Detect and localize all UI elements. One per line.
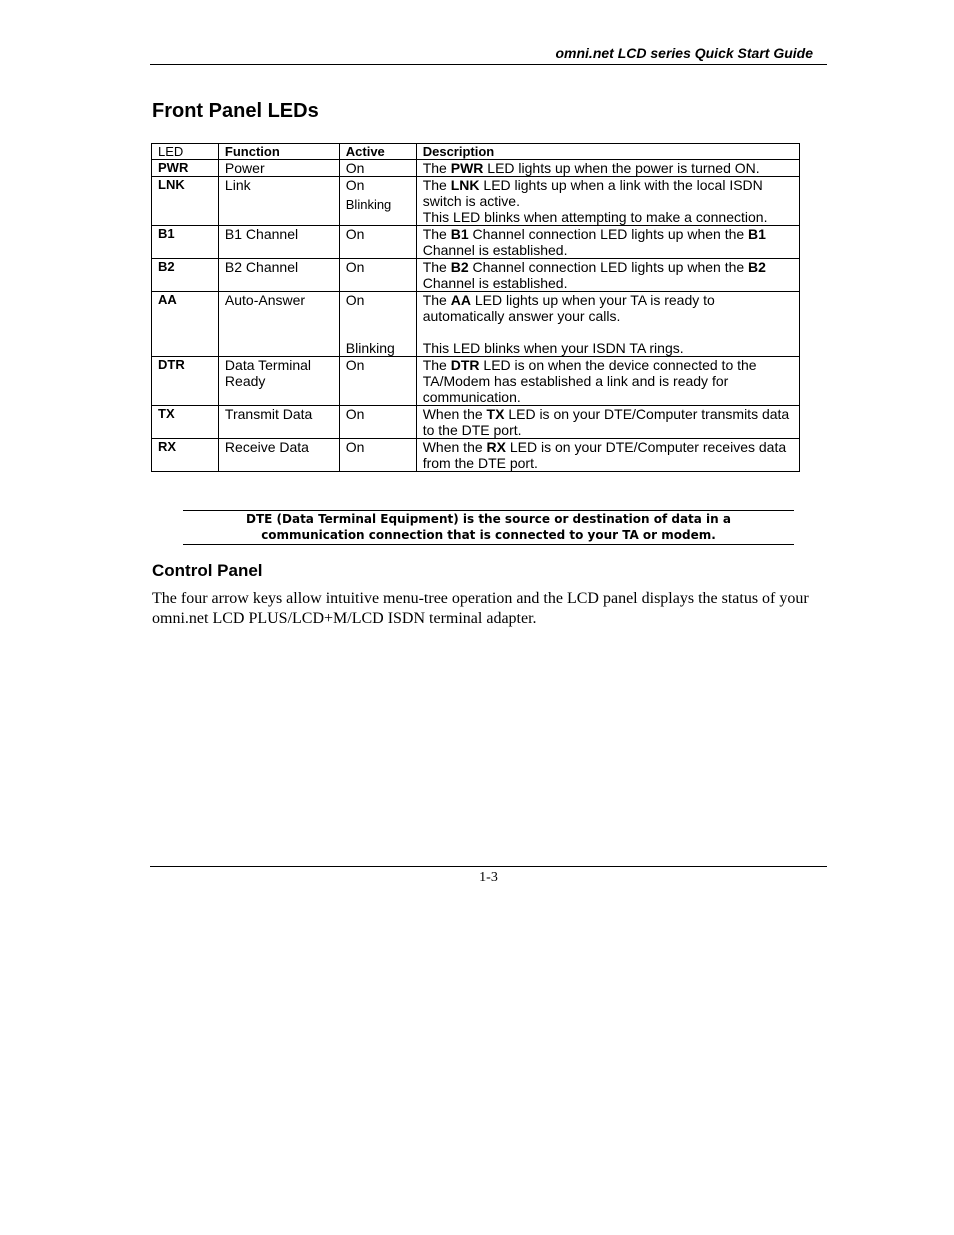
table-row <box>152 406 800 439</box>
led-name: RX <box>152 439 219 472</box>
led-description: The B2 Channel connection LED lights up when the B2 Channel is established. <box>416 259 799 292</box>
section-heading-control-panel: Control Panel <box>152 561 263 580</box>
led-active: On <box>339 259 416 292</box>
col-header-function: Function <box>218 144 339 160</box>
led-name: DTR <box>152 357 219 406</box>
led-function: Auto-Answer <box>218 292 339 357</box>
led-name: TX <box>152 406 219 439</box>
led-description: The LNK LED lights up when a link with the local ISDN switch is active. This LED blinks when attempting to make a connection. <box>416 177 799 226</box>
led-description: When the TX LED is on your DTE/Computer transmits data to the DTE port. <box>416 406 799 439</box>
led-name: AA <box>152 292 219 357</box>
table-row <box>152 177 800 226</box>
table-row <box>152 357 800 406</box>
dte-note <box>183 510 794 545</box>
led-name: B2 <box>152 259 219 292</box>
dte-note-line: communication connection that is connected to your TA or modem. <box>261 528 716 542</box>
running-header: omni.net LCD series Quick Start Guide <box>555 45 813 61</box>
led-description: The PWR LED lights up when the power is turned ON. <box>416 160 799 177</box>
led-active: On <box>339 439 416 472</box>
footer-rule <box>150 866 827 867</box>
led-active: On <box>339 226 416 259</box>
page-number: 1-3 <box>479 870 498 885</box>
led-table <box>151 143 800 472</box>
led-function: Receive Data <box>218 439 339 472</box>
led-function: Data Terminal Ready <box>218 357 339 406</box>
col-header-active: Active <box>339 144 416 160</box>
led-description: The AA LED lights up when your TA is ready to automatically answer your calls. This LED blinks when your ISDN TA rings. <box>416 292 799 357</box>
table-row <box>152 259 800 292</box>
led-description: The B1 Channel connection LED lights up when the B1 Channel is established. <box>416 226 799 259</box>
led-name: PWR <box>152 160 219 177</box>
led-name: LNK <box>152 177 219 226</box>
led-function: Transmit Data <box>218 406 339 439</box>
header-rule <box>150 64 827 65</box>
led-function: Power <box>218 160 339 177</box>
page-title: Front Panel LEDs <box>152 100 319 122</box>
led-active: On <box>339 357 416 406</box>
led-function: B2 Channel <box>218 259 339 292</box>
control-panel-text: The four arrow keys allow intuitive menu-tree operation and the LCD panel displays the status of your omni.net LCD PLUS/LCD+M/LCD ISDN terminal adapter. <box>152 590 809 627</box>
table-row <box>152 292 800 357</box>
led-active: On Blinking <box>339 292 416 357</box>
led-function: B1 Channel <box>218 226 339 259</box>
led-active: On <box>339 160 416 177</box>
led-description: When the RX LED is on your DTE/Computer receives data from the DTE port. <box>416 439 799 472</box>
dte-note-line: DTE (Data Terminal Equipment) is the source or destination of data in a <box>246 512 731 526</box>
led-name: B1 <box>152 226 219 259</box>
table-row <box>152 226 800 259</box>
led-function: Link <box>218 177 339 226</box>
table-header-row <box>152 144 800 160</box>
table-row <box>152 160 800 177</box>
led-active: On <box>339 406 416 439</box>
led-active: On Blinking <box>339 177 416 226</box>
table-row <box>152 439 800 472</box>
col-header-description: Description <box>416 144 799 160</box>
led-description: The DTR LED is on when the device connected to the TA/Modem has established a link and is ready for communication. <box>416 357 799 406</box>
col-header-led: LED <box>152 144 219 160</box>
